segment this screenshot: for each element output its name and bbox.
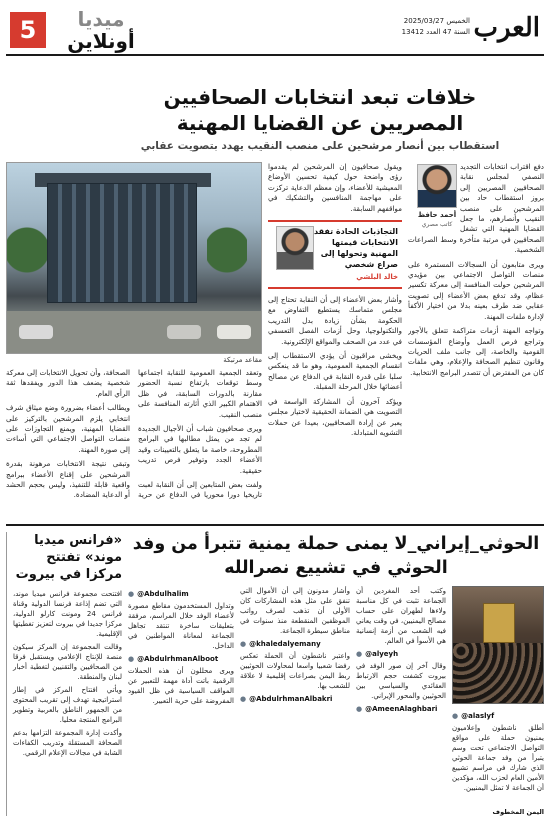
poster-image — [483, 603, 515, 643]
pull-quote-text: التجاذبات الحادة تفقد الانتخابات قيمتها المهنية وتحولها إلى صراع شخصي — [314, 227, 398, 270]
main-subhead: استقطاب بين أنصار مرشحين على منصب النقيب يهدد بتصويت عقابي — [140, 140, 500, 152]
paragraph: وكتب أحد المغردين أن الجماعة تثبت في كل مناسبة ولاءها لطهران على حساب مصالح اليمنيين، في وقت يعاني فيه الشعب من أزمة إنسانية هي الأسوأ في العالم. — [356, 587, 446, 645]
sidebar-headline: «فرانس ميديا موند» تفتتح مركزا في بيروت — [15, 533, 122, 582]
paragraph: ويرى متابعون أن السجالات المستمرة على منصات التواصل الاجتماعي بين مؤيدي المرشحين حولت المنافسة إلى معركة تكسير عظام، وقد تدفع بعض الأعضاء إلى تصويت عقابي ضد طرف بعينه بدلا من اختيار الأكفأ لإدارة ملفات المهنة. — [408, 259, 544, 321]
paragraph: وتبقى نتيجة الانتخابات مرهونة بقدرة المرشحين على إقناع الأعضاء ببرامج واقعية قابلة للتنفيذ، وليس بحجم الحشد أو الدعاية المضادة. — [6, 459, 130, 500]
paragraph: ويرى صحافيون شباب أن الأجيال الجديدة لم تجد من يمثل مطالبها في البرامج المطروحة، خاصة ما يتعلق بالتعيينات وقيد الأعضاء الجدد وتوفير فرص تدريب حقيقية. — [138, 424, 262, 475]
issue-date: الخميس 2025/03/27 — [403, 17, 470, 25]
section-name-line1: ميديا — [77, 7, 125, 31]
paragraph: وأشار مدونون إلى أن الأموال التي تنفق على مثل هذه المشاركات كان الأولى أن تذهب لصرف رواتب الموظفين المنقطعة منذ سنوات في مناطق سيطرة الجماعة. — [240, 587, 350, 635]
paragraph: ويخشى مراقبون أن يؤدي الاستقطاب إلى انقسام الجمعية العمومية، وهو ما قد ينعكس سلبا على قدرة النقابة في الدفاع عن مصالح أعضائها خلال المرحلة المقبلة. — [268, 351, 402, 392]
second-story-body — [128, 586, 544, 816]
paragraph: واعتبر ناشطون أن الحملة تعكس رفضا شعبيا واسعا لمحاولات الحوثيين ربط اليمن بصراعات إقليمية لا علاقة للشعب بها. — [240, 652, 350, 690]
paragraph: دفع اقتراب انتخابات التجديد النصفي لمجلس نقابة الصحافيين المصريين إلى بروز استقطاب حاد بين المرشحين على منصب النقيب وأنصارهم، ما جعل القضايا المهنية التي تشغل الصحافيين في مرتبة متأخرة وسط الصراعات الشخصية. — [408, 162, 544, 255]
section-divider — [6, 524, 544, 526]
tweet-handle: ● @AbdulrhmanAlboot — [128, 654, 234, 664]
photo-caption: مقاعد مرتبكة — [223, 356, 262, 364]
quote-author-photo — [276, 226, 314, 270]
second-headline: الحوثي_إيراني_لا يمنى حملة يمنية تتبرأ من وفد الحوثي في تشييع نصرالله — [132, 534, 540, 578]
sidebar-story — [6, 532, 122, 816]
paragraph: وأشار بعض الأعضاء إلى أن النقابة تحتاج إلى مجلس متماسك يستطيع التفاوض مع الحكومة بشأن زيادة بدل التدريب والتكنولوجيا، وحل أزمات الفصل التعسفي في عدد من الصحف والمواقع الإلكترونية. — [268, 295, 402, 346]
paragraph: ويؤكد آخرون أن المشاركة الواسعة في التصويت هي الضمانة الحقيقية لاختيار مجلس يعبر عن إرادة الصحافيين، بعيدا عن حملات التشويه المتبادلة. — [268, 396, 402, 437]
main-story-column-3 — [6, 368, 262, 518]
paragraph: وقالت المجموعة إن المركز سيكون منصة للإنتاج الإعلامي ويستقبل فرقا من الصحافيين والتقنيين لتغطية أخبار لبنان والمنطقة. — [13, 643, 122, 681]
tweet-handle: ● @AmeenAlaghbari — [356, 704, 446, 714]
pull-quote-author: خالد البلشي — [356, 273, 398, 282]
pull-quote — [268, 220, 402, 289]
author-role: كاتب مصري — [421, 221, 453, 229]
newspaper-logo: العرب — [473, 13, 540, 43]
paragraph: وتداول المستخدمون مقاطع مصورة لأعضاء الوفد خلال المراسم، مرفقة بتعليقات ساخرة تنتقد تجاهل الجماعة لمعاناة المواطنين في الداخل. — [128, 602, 234, 650]
paragraph: ولفت بعض المتابعين إلى أن النقابة لعبت تاريخيا دورا محوريا في الدفاع عن حرية الصحافة، وأن تحويل الانتخابات إلى معركة شخصية يضعف هذا الدور ويفقدها ثقة الرأي العام. — [6, 368, 262, 500]
tweet-handle: ● @alyeyh — [356, 649, 446, 659]
main-story-photo — [6, 162, 262, 354]
main-headline: خلافات تبعد انتخابات الصحافيين المصريين عن القضايا المهنية — [163, 85, 477, 135]
tweet-handle: ● @AbdulrhmanAlbakri — [240, 694, 350, 704]
section-name — [56, 8, 146, 52]
second-story-column-2 — [356, 586, 446, 816]
masthead — [6, 6, 544, 56]
paragraph: وتواجه المهنة أزمات متراكمة تتعلق بالأجور وتراجع فرص العمل وأوضاع المؤسسات القومية والخاصة، إلى جانب ملف الحريات وقانون تنظيم الصحافة والإعلام، وهي ملفات كان من المفترض أن تتصدر البرامج الانتخابية. — [408, 326, 544, 377]
second-story-column-4 — [128, 586, 234, 816]
paragraph: ويأتي افتتاح المركز في إطار استراتيجية تهدف إلى تقريب المحتوى من الجمهور الناطق بالعربية وتطوير البرامج المنتجة محليا. — [13, 686, 122, 724]
main-story-body — [6, 162, 544, 518]
author-photo — [417, 164, 457, 208]
syndicate-building-image — [47, 183, 197, 303]
tweet-handle: ● @Abdulhalim — [128, 589, 234, 599]
paragraph: وقال آخر إن صور الوفد في بيروت كشفت حجم الارتباط العقائدي والسياسي بين الحوثيين والمحور الإيراني. — [356, 662, 446, 700]
paragraph: ويرى محللون أن هذه الحملات الرقمية باتت أداة مهمة للتعبير عن المواقف السياسية في ظل القيود المفروضة على حرية التعبير. — [128, 667, 234, 705]
second-photo-caption: اليمن المخطوف — [492, 808, 544, 816]
author-box — [414, 164, 460, 231]
tweet-handle: ● @alaslyf — [452, 711, 544, 721]
main-story-column-1 — [408, 162, 544, 518]
paragraph: ويطالب أعضاء بضرورة وضع ميثاق شرف انتخابي يلزم المرشحين بالتركيز على القضايا المهنية، ويمنع التجاوزات على منصات التواصل الاجتماعي التي أساءت إلى صورة المهنة. — [6, 403, 130, 454]
second-story-column-1 — [452, 586, 544, 816]
paragraph: وتعقد الجمعية العمومية للنقابة اجتماعها وسط توقعات بارتفاع نسبة الحضور مقارنة بالدورات السابقة، في ظل الاهتمام الكبير الذي أثارته المنافسة على منصب النقيب. — [138, 368, 262, 419]
paragraph: وأكدت إدارة المجموعة التزامها بدعم الصحافة المستقلة وتدريب الكفاءات الشابة في مجالات الإعلام الرقمي. — [13, 729, 122, 757]
sidebar-body — [13, 589, 122, 758]
second-story-column-3 — [240, 586, 350, 816]
page-number-badge: 5 — [10, 12, 46, 48]
issue-info — [402, 16, 470, 38]
tweet-handle: ● @khaledalyemany — [240, 639, 350, 649]
issue-number: السنة 47 العدد 13412 — [401, 28, 470, 36]
main-story-column-2 — [268, 162, 402, 518]
paragraph: ويقول صحافيون إن المرشحين لم يقدموا رؤى واضحة حول كيفية تحسين الأوضاع المعيشية للأعضاء، وإن معظم الدعاية تركزت على مهاجمة المنافسين والتشكيك في مواقفهم السابقة. — [268, 162, 402, 213]
author-name: أحمد حافظ — [417, 211, 457, 219]
second-story-photo — [452, 586, 544, 704]
crowd-image — [453, 643, 543, 703]
paragraph: أطلق ناشطون وإعلاميون يمنيون حملة على مواقع التواصل الاجتماعي تحت وسم يتبرأ من وفد جماعة الحوثي الذي شارك في مراسم تشييع الأمين العام لحزب الله، مؤكدين أن الجماعة لا تمثل اليمنيين. — [452, 724, 544, 792]
section-name-line2: أونلاين — [67, 29, 135, 53]
paragraph: افتتحت مجموعة فرانس ميديا موند، التي تضم إذاعة فرنسا الدولية وقناة فرانس 24 ومونت كارلو الدولية، مركزا جديدا في بيروت لتعزيز تغطيتها الإقليمية. — [13, 590, 122, 638]
